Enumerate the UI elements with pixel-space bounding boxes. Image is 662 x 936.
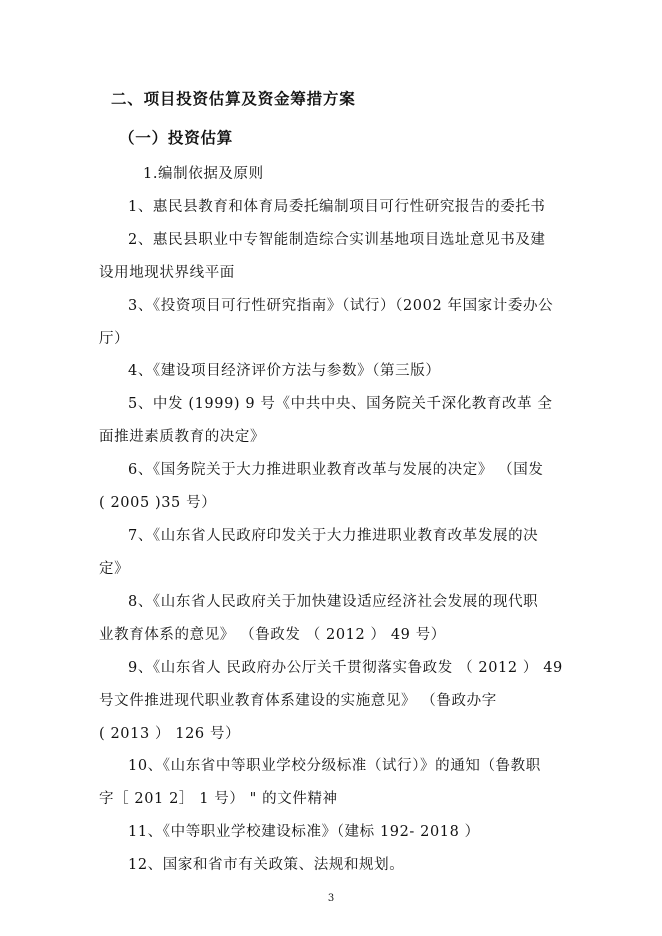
paragraph-line: 8、《山东省人民政府关于加快建设适应经济社会发展的现代职 bbox=[128, 594, 539, 610]
paragraph-line: 1、惠民县教育和体育局委托编制项目可行性研究报告的委托书 bbox=[128, 199, 546, 215]
paragraph-line: 5、中发 (1999) 9 号《中共中央、国务院关千深化教育改革 全 bbox=[128, 396, 553, 412]
paragraph-line: 4、《建设项目经济评价方法与参数》（第三版） bbox=[128, 363, 441, 379]
paragraph-line: 设用地现状界线平面 bbox=[99, 265, 235, 281]
paragraph-line: 12、国家和省市有关政策、法规和规划。 bbox=[128, 857, 405, 873]
paragraph-line: 厅） bbox=[99, 331, 130, 347]
paragraph-line: 字［ 201 2］ 1 号） " 的文件精神 bbox=[99, 791, 338, 807]
paragraph-line: 面推进素质教育的决定》 bbox=[99, 429, 266, 445]
page-number: 3 bbox=[327, 893, 335, 904]
paragraph-line: 11、《中等职业学校建设标准》（建标 192- 2018 ） bbox=[128, 824, 480, 840]
paragraph-line: 6、《国务院关于大力推进职业教育改革与发展的决定》 （国发 bbox=[128, 462, 544, 478]
section-title: 二、项目投资估算及资金筹措方案 bbox=[111, 90, 356, 108]
paragraph-line: 9、《山东省人 民政府办公厅关千贯彻落实鲁政发 （ 2012 ） 49 bbox=[128, 660, 563, 676]
paragraph-line: 10、《山东省中等职业学校分级标准（试行）》的通知（鲁教职 bbox=[128, 758, 541, 774]
paragraph-line: 7、《山东省人民政府印发关于大力推进职业教育改革发展的决 bbox=[128, 528, 539, 544]
subsection-title: （一）投资估算 bbox=[119, 129, 234, 147]
paragraph-line: 号文件推进现代职业教育体系建设的实施意见》 （鲁政办字 bbox=[99, 693, 497, 709]
paragraph-line: ( 2005 )35 号） bbox=[99, 495, 217, 511]
paragraph-line: 定》 bbox=[99, 561, 130, 577]
paragraph-line: 业教育体系的意见》 （鲁政发 （ 2012 ） 49 号） bbox=[99, 627, 446, 643]
paragraph-line: 3、《投资项目可行性研究指南》（试行）（2002 年国家计委办公 bbox=[128, 298, 554, 314]
paragraph-line: ( 2013 ） 126 号） bbox=[99, 726, 241, 742]
item-heading: 1.编制依据及原则 bbox=[143, 166, 264, 182]
paragraph-line: 2、惠民县职业中专智能制造综合实训基地项目选址意见书及建 bbox=[128, 232, 546, 248]
